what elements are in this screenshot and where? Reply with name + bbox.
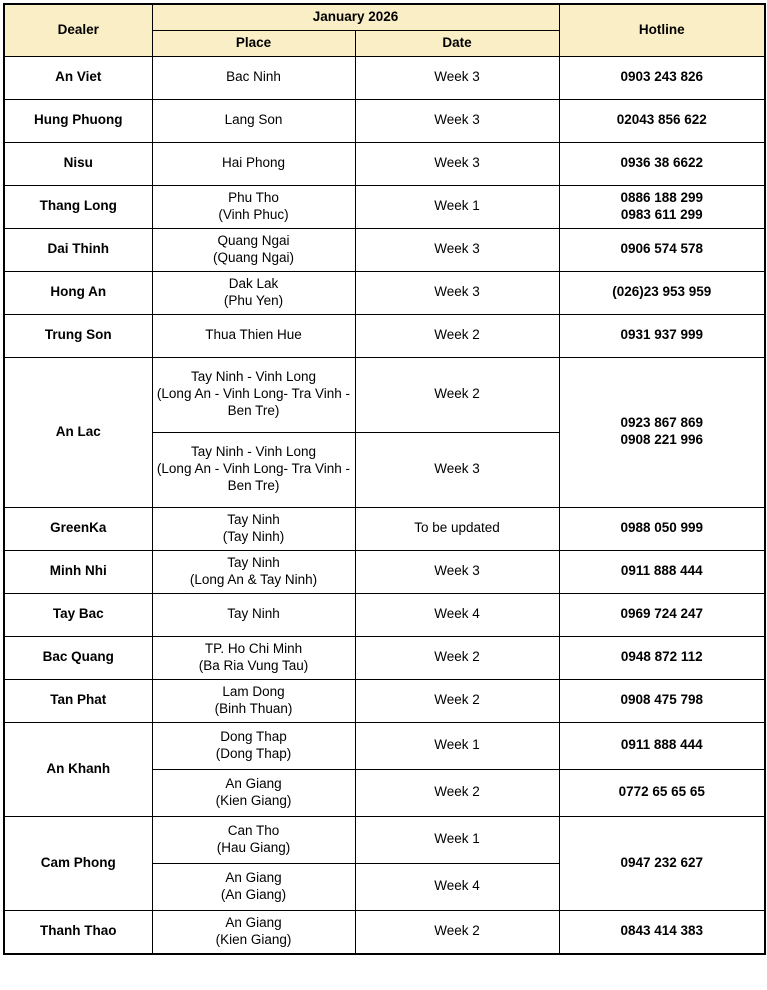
hotline-cell: [559, 636, 765, 679]
place-main: Tay Ninh: [227, 554, 280, 570]
place-cell: [152, 679, 355, 722]
place-cell: [152, 910, 355, 954]
hotline-main: 0911 888 444: [620, 737, 703, 753]
date-cell: Week 2: [355, 314, 559, 357]
hotline-cell: [559, 185, 765, 228]
hotline-cell: [559, 593, 765, 636]
place-cell: [152, 816, 355, 863]
date-cell: Week 1: [355, 816, 559, 863]
hotline-cell: [559, 271, 765, 314]
table-row: [4, 185, 765, 228]
place-main: Tay Ninh - Vinh Long: [190, 369, 317, 385]
dealer-name: Minh Nhi: [4, 550, 152, 593]
column-header-place: Place: [152, 30, 355, 56]
hotline-sub: 0983 611 299: [620, 206, 703, 222]
hotline-cell: [559, 99, 765, 142]
place-sub: (Phu Yen): [223, 292, 284, 308]
place-cell: [152, 228, 355, 271]
hotline-main: 0772 65 65 65: [618, 784, 705, 800]
hotline-cell: [559, 228, 765, 271]
dealer-name: Cam Phong: [4, 816, 152, 910]
place-main: Hai Phong: [221, 155, 286, 171]
date-cell: Week 2: [355, 910, 559, 954]
table-row: [4, 636, 765, 679]
dealer-name: Tay Bac: [4, 593, 152, 636]
hotline-main: 0843 414 383: [620, 923, 704, 939]
dealer-name: Thanh Thao: [4, 910, 152, 954]
table-header: [4, 4, 765, 56]
hotline-cell: [559, 142, 765, 185]
place-main: Dak Lak: [228, 275, 279, 291]
dealer-name: An Khanh: [4, 722, 152, 816]
place-cell: [152, 507, 355, 550]
table-row: [4, 56, 765, 99]
place-main: Quang Ngai: [217, 232, 290, 248]
hotline-cell: [559, 679, 765, 722]
place-cell: [152, 271, 355, 314]
dealer-name: Thang Long: [4, 185, 152, 228]
dealer-name: Dai Thinh: [4, 228, 152, 271]
place-cell: [152, 432, 355, 507]
hotline-main: 0903 243 826: [620, 69, 704, 85]
place-main: Tay Ninh: [227, 606, 280, 622]
date-cell: Week 3: [355, 56, 559, 99]
place-sub: (Kien Giang): [215, 931, 292, 947]
place-cell: [152, 863, 355, 910]
date-cell: Week 2: [355, 357, 559, 432]
place-sub: (Ba Ria Vung Tau): [198, 657, 309, 673]
place-main: Can Tho: [227, 822, 280, 838]
hotline-cell: [559, 769, 765, 816]
hotline-cell: [559, 507, 765, 550]
hotline-cell: [559, 357, 765, 507]
table-row: [4, 99, 765, 142]
place-sub: (Vinh Phuc): [218, 206, 289, 222]
hotline-main: (026)23 953 959: [612, 284, 712, 300]
date-cell: Week 1: [355, 722, 559, 769]
table-row: [4, 507, 765, 550]
hotline-sub: 0908 221 996: [620, 432, 704, 448]
date-cell: Week 3: [355, 432, 559, 507]
date-cell: Week 2: [355, 679, 559, 722]
date-cell: To be updated: [355, 507, 559, 550]
place-sub: (Kien Giang): [215, 792, 292, 808]
date-cell: Week 3: [355, 99, 559, 142]
hotline-main: 0906 574 578: [620, 241, 704, 257]
dealer-name: Trung Son: [4, 314, 152, 357]
place-sub: (Long An - Vinh Long- Tra Vinh - Ben Tre): [156, 461, 351, 494]
table-row: [4, 910, 765, 954]
place-sub: (Quang Ngai): [212, 249, 295, 265]
table-row: [4, 722, 765, 769]
hotline-main: 0936 38 6622: [620, 155, 704, 171]
place-main: Tay Ninh - Vinh Long: [190, 444, 317, 460]
hotline-main: 0911 888 444: [620, 563, 703, 579]
dealer-name: An Viet: [4, 56, 152, 99]
place-main: An Giang: [225, 775, 282, 791]
hotline-cell: [559, 910, 765, 954]
hotline-cell: [559, 314, 765, 357]
table-body: [4, 56, 765, 954]
table-row: [4, 228, 765, 271]
column-header-dealer: Dealer: [4, 4, 152, 56]
place-sub: (An Giang): [220, 886, 287, 902]
place-cell: [152, 722, 355, 769]
date-cell: Week 3: [355, 228, 559, 271]
table-row: [4, 593, 765, 636]
hotline-main: 0908 475 798: [620, 692, 704, 708]
hotline-main: 0988 050 999: [620, 520, 704, 536]
dealer-name: An Lac: [4, 357, 152, 507]
hotline-cell: [559, 722, 765, 769]
hotline-main: 0948 872 112: [620, 649, 703, 665]
date-cell: Week 4: [355, 593, 559, 636]
header-row-1: [4, 4, 765, 30]
place-cell: [152, 769, 355, 816]
place-cell: [152, 550, 355, 593]
table-row: [4, 271, 765, 314]
date-cell: Week 3: [355, 142, 559, 185]
place-main: Lam Dong: [222, 683, 285, 699]
place-main: Dong Thap: [220, 728, 287, 744]
table-row: [4, 550, 765, 593]
table-row: [4, 816, 765, 863]
date-cell: Week 2: [355, 769, 559, 816]
place-sub: (Long An & Tay Ninh): [189, 571, 318, 587]
table-row: [4, 679, 765, 722]
place-cell: [152, 593, 355, 636]
date-cell: Week 1: [355, 185, 559, 228]
dealer-schedule-table: [3, 3, 766, 955]
hotline-cell: [559, 816, 765, 910]
place-main: An Giang: [225, 914, 282, 930]
table-row: [4, 314, 765, 357]
place-cell: [152, 636, 355, 679]
dealer-name: Bac Quang: [4, 636, 152, 679]
hotline-main: 0969 724 247: [620, 606, 704, 622]
dealer-name: GreenKa: [4, 507, 152, 550]
dealer-name: Hung Phuong: [4, 99, 152, 142]
place-main: Lang Son: [224, 112, 283, 128]
place-cell: [152, 314, 355, 357]
date-cell: Week 4: [355, 863, 559, 910]
place-main: Phu Tho: [228, 189, 279, 205]
place-cell: [152, 56, 355, 99]
hotline-cell: [559, 550, 765, 593]
hotline-main: 0923 867 869: [620, 415, 704, 431]
place-sub: (Long An - Vinh Long- Tra Vinh - Ben Tre): [156, 386, 351, 419]
place-sub: (Dong Thap): [215, 745, 292, 761]
column-header-date: Date: [355, 30, 559, 56]
column-header-month: January 2026: [152, 4, 559, 30]
hotline-main: 02043 856 622: [616, 112, 707, 128]
date-cell: Week 2: [355, 636, 559, 679]
place-cell: [152, 142, 355, 185]
place-main: TP. Ho Chi Minh: [204, 640, 303, 656]
hotline-main: 0886 188 299: [620, 189, 704, 205]
table-row: [4, 142, 765, 185]
dealer-name: Hong An: [4, 271, 152, 314]
place-sub: (Binh Thuan): [214, 700, 293, 716]
place-main: Thua Thien Hue: [205, 327, 302, 343]
dealer-name: Tan Phat: [4, 679, 152, 722]
hotline-main: 0947 232 627: [620, 854, 704, 870]
date-cell: Week 3: [355, 550, 559, 593]
dealer-name: Nisu: [4, 142, 152, 185]
column-header-hotline: Hotline: [559, 4, 765, 56]
place-sub: (Hau Giang): [216, 839, 291, 855]
hotline-cell: [559, 56, 765, 99]
hotline-main: 0931 937 999: [620, 327, 704, 343]
place-cell: [152, 185, 355, 228]
place-cell: [152, 357, 355, 432]
place-main: Tay Ninh: [227, 511, 280, 527]
place-main: Bac Ninh: [226, 69, 281, 85]
place-main: An Giang: [225, 869, 282, 885]
place-cell: [152, 99, 355, 142]
date-cell: Week 3: [355, 271, 559, 314]
place-sub: (Tay Ninh): [222, 528, 285, 544]
table-row: [4, 357, 765, 432]
